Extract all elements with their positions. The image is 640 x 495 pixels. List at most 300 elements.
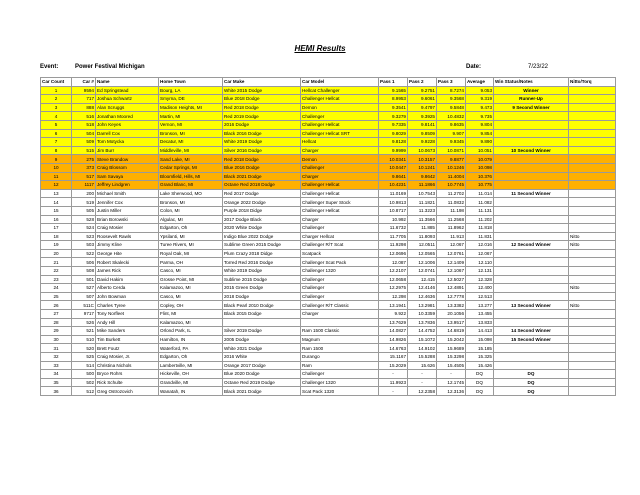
cell-car-count: 23	[41, 275, 72, 284]
cell-car-model: Scatpack	[301, 249, 379, 258]
cell-car-number: 528	[72, 215, 96, 224]
col-header-name[interactable]: Name	[96, 78, 159, 87]
cell-average: 14.413	[466, 327, 494, 336]
cell-nitto-torq	[569, 275, 616, 284]
cell-car-number: 518	[72, 120, 96, 129]
cell-home-town: Hickeville, OH	[159, 370, 223, 379]
cell-win-status	[494, 353, 569, 362]
cell-car-count: 20	[41, 249, 72, 258]
table-row[interactable]	[41, 198, 616, 207]
cell-win-status	[494, 275, 569, 284]
cell-car-make: Black 2021 Dodge	[223, 172, 301, 181]
table-row[interactable]	[41, 172, 616, 181]
cell-car-model: Challenger Hellcat	[301, 120, 379, 129]
cell-car-count: 2	[41, 95, 72, 104]
cell-car-number: 1117	[72, 181, 96, 190]
cell-pass-1: 15.2029	[379, 361, 408, 370]
cell-pass-3: 15.3298	[437, 353, 466, 362]
cell-pass-1: -	[379, 370, 408, 379]
col-header-car-make[interactable]: Car Make	[223, 78, 301, 87]
table-row[interactable]	[41, 275, 616, 284]
cell-driver-name: Jimmy Kline	[96, 241, 159, 250]
cell-car-count: 35	[41, 378, 72, 387]
cell-pass-3: 15.2042	[437, 335, 466, 344]
cell-win-status	[494, 172, 569, 181]
cell-home-town: Cedar Springs, MI	[159, 163, 223, 172]
cell-average: 15.426	[466, 361, 494, 370]
cell-driver-name: David Hakim	[96, 275, 159, 284]
table-row[interactable]	[41, 370, 616, 379]
cell-average: 12.110	[466, 258, 494, 267]
table-row[interactable]	[41, 86, 616, 95]
cell-car-make	[223, 318, 301, 327]
cell-car-model: Charger	[301, 215, 379, 224]
cell-average: 11.831	[466, 232, 494, 241]
cell-average: 15.185	[466, 344, 494, 353]
cell-average: 10.775	[466, 181, 494, 190]
cell-car-make: 2017 Dodge Black	[223, 215, 301, 224]
col-header-pass-1[interactable]: Pass 1	[379, 78, 408, 87]
cell-win-status: 14 Second Winner	[494, 327, 569, 336]
cell-pass-3: 12.0761	[437, 249, 466, 258]
cell-pass-1: 9.8128	[379, 138, 408, 147]
cell-pass-1: 12.298	[379, 292, 408, 301]
cell-home-town: Grandville, MI	[159, 378, 223, 387]
table-row[interactable]	[41, 129, 616, 138]
table-row[interactable]	[41, 327, 616, 336]
cell-driver-name: Greg Ostrozovich	[96, 387, 159, 396]
cell-average: 11.082	[466, 198, 494, 207]
table-row[interactable]	[41, 146, 616, 155]
cell-car-number: 9594	[72, 86, 96, 95]
cell-car-count: 14	[41, 198, 72, 207]
cell-car-number: 504	[72, 129, 96, 138]
cell-pass-3: 11.198	[437, 206, 466, 215]
results-table	[40, 77, 616, 396]
cell-average: 9.854	[466, 129, 494, 138]
cell-win-status	[494, 198, 569, 207]
cell-average: 9.473	[466, 103, 494, 112]
table-row[interactable]	[41, 267, 616, 276]
col-header-car-count[interactable]: Car Count	[41, 78, 72, 87]
cell-pass-1: 9.7335	[379, 120, 408, 129]
cell-home-town: Bronson, MI	[159, 198, 223, 207]
cell-car-make: Silver 2016 Dodge	[223, 146, 301, 155]
cell-car-model: Challenger	[301, 112, 379, 121]
cell-home-town: Grand Blanc, MI	[159, 181, 223, 190]
cell-car-model: Challenger Hellcat	[301, 189, 379, 198]
cell-nitto-torq	[569, 258, 616, 267]
cell-win-status: 15 Second Winner	[494, 335, 569, 344]
table-row[interactable]	[41, 206, 616, 215]
table-row[interactable]	[41, 387, 616, 396]
cell-average: DQ	[466, 387, 494, 396]
cell-driver-name: Brian Borowski	[96, 215, 159, 224]
cell-home-town: Madison Heights, MI	[159, 103, 223, 112]
cell-driver-name: Alberto Cerda	[96, 284, 159, 293]
cell-car-number: 373	[72, 163, 96, 172]
table-row[interactable]	[41, 103, 616, 112]
cell-win-status: 10 Second Winner	[494, 146, 569, 155]
cell-pass-2: 11.3566	[408, 215, 437, 224]
cell-car-make: Orange 2022 Dodge	[223, 198, 301, 207]
cell-driver-name: George Hite	[96, 249, 159, 258]
table-row[interactable]	[41, 249, 616, 258]
table-row[interactable]	[41, 181, 616, 190]
cell-car-model: Ram 1500 Classic	[301, 327, 379, 336]
table-row[interactable]	[41, 138, 616, 147]
table-row[interactable]	[41, 344, 616, 353]
cell-home-town: Bourg, LA	[159, 86, 223, 95]
cell-pass-2: 10.0673	[408, 146, 437, 155]
table-row[interactable]	[41, 353, 616, 362]
table-row[interactable]	[41, 95, 616, 104]
cell-car-make: 2005 Dodge	[223, 335, 301, 344]
cell-pass-2: 11.885	[408, 224, 437, 233]
col-header-pass-3[interactable]: Pass 3	[437, 78, 466, 87]
cell-pass-2: 10.1241	[408, 163, 437, 172]
cell-pass-1: 14.0827	[379, 327, 408, 336]
col-header-car-model[interactable]: Car Model	[301, 78, 379, 87]
cell-nitto-torq	[569, 198, 616, 207]
cell-car-make: 2016 White	[223, 353, 301, 362]
cell-win-status: 9 Second Winner	[494, 103, 569, 112]
cell-home-town: Sand Lake, MI	[159, 155, 223, 164]
cell-car-model: Charger	[301, 172, 379, 181]
date-value: 7/23/22	[528, 64, 549, 70]
cell-nitto-torq	[569, 353, 616, 362]
cell-car-number: 512	[72, 387, 96, 396]
cell-car-model: Ram	[301, 361, 379, 370]
cell-car-count: 25	[41, 292, 72, 301]
cell-pass-1: 9.3279	[379, 112, 408, 121]
cell-pass-1: 13.1941	[379, 301, 408, 310]
cell-win-status: DQ	[494, 370, 569, 379]
cell-average: 9.319	[466, 95, 494, 104]
cell-pass-3: 11.913	[437, 232, 466, 241]
cell-car-model: Challenger R/T Classic	[301, 301, 379, 310]
cell-car-number: 526	[72, 318, 96, 327]
cell-average: 9.804	[466, 120, 494, 129]
cell-car-make: 2018 Dodge	[223, 292, 301, 301]
cell-nitto-torq	[569, 370, 616, 379]
cell-win-status	[494, 206, 569, 215]
cell-nitto-torq	[569, 129, 616, 138]
cell-car-make: Red 2018 Dodge	[223, 103, 301, 112]
cell-average: 13.455	[466, 310, 494, 319]
cell-car-count: 22	[41, 267, 72, 276]
cell-average: 10.376	[466, 172, 494, 181]
cell-win-status: 11 Second Winner	[494, 189, 569, 198]
cell-car-count: 5	[41, 120, 72, 129]
cell-driver-name: Michael Smith	[96, 189, 159, 198]
cell-pass-2: 9.3925	[408, 112, 437, 121]
cell-nitto-torq	[569, 189, 616, 198]
cell-nitto-torq	[569, 120, 616, 129]
table-row[interactable]	[41, 189, 616, 198]
col-header-nitto-torq[interactable]: Nitto/Torq	[569, 78, 616, 87]
table-row[interactable]	[41, 335, 616, 344]
cell-car-make: Black 2016 Dodge	[223, 129, 301, 138]
cell-driver-name: Craig Blossom	[96, 163, 159, 172]
cell-nitto-torq: Nitto	[569, 284, 616, 293]
cell-nitto-torq	[569, 146, 616, 155]
cell-pass-1: 11.6732	[379, 224, 408, 233]
cell-car-count: 36	[41, 387, 72, 396]
cell-pass-1: 10.8717	[379, 206, 408, 215]
cell-driver-name: Roosevelt Rawls	[96, 232, 159, 241]
cell-car-count: 10	[41, 163, 72, 172]
cell-driver-name: Joshua Schwartz	[96, 95, 159, 104]
cell-car-number: 717	[72, 95, 96, 104]
cell-car-make: White 2015 Dodge	[223, 86, 301, 95]
cell-pass-3: 9.9345	[437, 138, 466, 147]
cell-win-status	[494, 129, 569, 138]
cell-win-status	[494, 318, 569, 327]
cell-nitto-torq	[569, 112, 616, 121]
cell-average: 10.051	[466, 146, 494, 155]
cell-car-make: Silver 2019 Dodge	[223, 327, 301, 336]
table-row[interactable]	[41, 310, 616, 319]
cell-win-status: Winner	[494, 86, 569, 95]
cell-car-number: 508	[72, 267, 96, 276]
cell-car-make: Blue 2016 Dodge	[223, 163, 301, 172]
cell-car-make: Orange 2017 Dodge	[223, 361, 301, 370]
cell-car-number: 275	[72, 155, 96, 164]
cell-car-make: Purple 2018 Didge	[223, 206, 301, 215]
cell-pass-3: 11.2568	[437, 215, 466, 224]
cell-pass-2: 9.8642	[408, 172, 437, 181]
cell-car-model: Challenger	[301, 284, 379, 293]
cell-car-make: Blue 2018 Dodge	[223, 95, 301, 104]
cell-average: 11.818	[466, 224, 494, 233]
cell-pass-1: 10.4231	[379, 181, 408, 190]
cell-car-count: 27	[41, 310, 72, 319]
cell-average: 10.079	[466, 155, 494, 164]
cell-home-town: Casco, MI	[159, 267, 223, 276]
table-row[interactable]	[41, 163, 616, 172]
cell-car-model: Challenger Super Stock	[301, 198, 379, 207]
cell-car-count: 26	[41, 301, 72, 310]
table-row[interactable]	[41, 155, 616, 164]
cell-driver-name: Robert Skalecki	[96, 258, 159, 267]
cell-average: 9.890	[466, 138, 494, 147]
cell-win-status	[494, 258, 569, 267]
cell-average: 11.131	[466, 206, 494, 215]
table-row[interactable]	[41, 224, 616, 233]
cell-driver-name: Darrell Cox	[96, 129, 159, 138]
table-row[interactable]	[41, 241, 616, 250]
cell-pass-1: 10.0447	[379, 163, 408, 172]
cell-car-count: 9	[41, 155, 72, 164]
cell-average: 13.277	[466, 301, 494, 310]
cell-pass-3: 10.1246	[437, 163, 466, 172]
cell-home-town: Algulac, MI	[159, 215, 223, 224]
cell-driver-name: John Bowman	[96, 292, 159, 301]
cell-average: DQ	[466, 370, 494, 379]
cell-car-count: 6	[41, 129, 72, 138]
cell-car-make: Red 2018 Dodge	[223, 155, 301, 164]
cell-nitto-torq	[569, 318, 616, 327]
cell-pass-2: 12.4146	[408, 284, 437, 293]
cell-driver-name: Justin Miller	[96, 206, 159, 215]
cell-pass-3: 12.1067	[437, 267, 466, 276]
cell-pass-3: 12.5027	[437, 275, 466, 284]
cell-pass-3: 8.7274	[437, 86, 466, 95]
cell-win-status	[494, 163, 569, 172]
cell-car-number: 523	[72, 232, 96, 241]
cell-car-count: 16	[41, 215, 72, 224]
cell-car-number: 527	[72, 284, 96, 293]
cell-win-status: DQ	[494, 387, 569, 396]
cell-home-town: Waterford, PA	[159, 344, 223, 353]
cell-pass-3: 11.2702	[437, 189, 466, 198]
cell-win-status	[494, 267, 569, 276]
cell-pass-2: 11.1821	[408, 198, 437, 207]
cell-nitto-torq	[569, 206, 616, 215]
cell-pass-1: 11.0169	[379, 189, 408, 198]
cell-home-town: Flint, MI	[159, 310, 223, 319]
cell-pass-2: 9.6061	[408, 95, 437, 104]
cell-driver-name: Jonathan Moored	[96, 112, 159, 121]
col-header-pass-2[interactable]: Pass 2	[408, 78, 437, 87]
table-row[interactable]	[41, 112, 616, 121]
cell-pass-1: 12.2975	[379, 284, 408, 293]
cell-pass-3: 10.7745	[437, 181, 466, 190]
col-header-car-number[interactable]: Car #	[72, 78, 96, 87]
cell-pass-3: 11.8962	[437, 224, 466, 233]
cell-home-town: Copley, OH	[159, 301, 223, 310]
cell-car-model: Challenger	[301, 370, 379, 379]
cell-car-number: 506	[72, 258, 96, 267]
table-row[interactable]	[41, 318, 616, 327]
cell-driver-name: Rick Schulte	[96, 378, 159, 387]
cell-driver-name: Craig Mosier, Jr.	[96, 353, 159, 362]
cell-pass-3: 12.1409	[437, 258, 466, 267]
cell-car-make: Octane Red 2019 Dodge	[223, 378, 301, 387]
cell-win-status	[494, 224, 569, 233]
cell-pass-2: 13.7836	[408, 318, 437, 327]
cell-home-town: Bronson, MI	[159, 129, 223, 138]
table-row[interactable]	[41, 301, 616, 310]
table-row[interactable]	[41, 361, 616, 370]
table-row[interactable]	[41, 120, 616, 129]
cell-car-number: 511C	[72, 301, 96, 310]
cell-nitto-torq	[569, 224, 616, 233]
cell-car-count: 34	[41, 370, 72, 379]
cell-driver-name: Christina Nichols	[96, 361, 159, 370]
table-row[interactable]	[41, 378, 616, 387]
cell-driver-name: Bryce Rohrs	[96, 370, 159, 379]
cell-car-number: 522	[72, 249, 96, 258]
cell-car-model: Durango	[301, 353, 379, 362]
col-header-home-town[interactable]: Home Town	[159, 78, 223, 87]
cell-nitto-torq	[569, 344, 616, 353]
cell-car-make: Torred Red 2016 Dodge	[223, 258, 301, 267]
table-row[interactable]	[41, 215, 616, 224]
cell-driver-name: Charles Tyree	[96, 301, 159, 310]
cell-car-number: 502	[72, 378, 96, 387]
cell-home-town: Lambertville, MI	[159, 361, 223, 370]
cell-car-model: Challenger 1320	[301, 267, 379, 276]
cell-average: 11.202	[466, 215, 494, 224]
cell-pass-2: 9.9228	[408, 138, 437, 147]
cell-car-model: Challenger R/T Scat	[301, 241, 379, 250]
cell-home-town: Wanatah, IN	[159, 387, 223, 396]
cell-average: 9.053	[466, 86, 494, 95]
cell-pass-3: 9.907	[437, 129, 466, 138]
event-name: Power Festival Michigan	[75, 64, 145, 70]
cell-car-make: Black Pearl 2010 Dodge	[223, 301, 301, 310]
cell-pass-2: -	[408, 378, 437, 387]
cell-home-town: Casco, MI	[159, 292, 223, 301]
cell-nitto-torq	[569, 378, 616, 387]
cell-pass-3: 20.1056	[437, 310, 466, 319]
cell-car-make: White 2019 Dodge	[223, 138, 301, 147]
cell-car-make: 2016 Dodge	[223, 120, 301, 129]
cell-nitto-torq	[569, 215, 616, 224]
cell-pass-3: -	[437, 370, 466, 379]
cell-pass-2: 10.3157	[408, 155, 437, 164]
cell-car-model: Challenger	[301, 163, 379, 172]
cell-nitto-torq	[569, 95, 616, 104]
cell-car-count: 32	[41, 353, 72, 362]
cell-car-number: 517	[72, 172, 96, 181]
cell-pass-3: 10.0871	[437, 146, 466, 155]
cell-pass-3: 11.0832	[437, 198, 466, 207]
col-header-average[interactable]: Average	[466, 78, 494, 87]
cell-win-status	[494, 155, 569, 164]
cell-car-model: Charger	[301, 310, 379, 319]
cell-pass-3: 9.8877	[437, 155, 466, 164]
cell-car-count: 1	[41, 86, 72, 95]
cell-win-status	[494, 361, 569, 370]
table-row[interactable]	[41, 284, 616, 293]
cell-pass-2: 12.415	[408, 275, 437, 284]
table-row[interactable]	[41, 258, 616, 267]
cell-win-status: 13 Second Winner	[494, 301, 569, 310]
cell-car-count: 29	[41, 327, 72, 336]
cell-car-count: 28	[41, 318, 72, 327]
cell-home-town: Hamilton, IN	[159, 335, 223, 344]
cell-car-number: 503	[72, 241, 96, 250]
cell-home-town: Royal Oak, MI	[159, 249, 223, 258]
cell-driver-name: Jim Burr	[96, 146, 159, 155]
cell-car-make: Sublime Green 2015 Dodge	[223, 241, 301, 250]
cell-car-model: Challenger Hellcat SRT	[301, 129, 379, 138]
cell-pass-2: 14.4752	[408, 327, 437, 336]
table-row[interactable]	[41, 232, 616, 241]
cell-pass-2: 11.8093	[408, 232, 437, 241]
col-header-win-status[interactable]: Win Status/Notes	[494, 78, 569, 87]
cell-car-count: 31	[41, 344, 72, 353]
cell-average: 15.325	[466, 353, 494, 362]
cell-pass-1: 10.9813	[379, 198, 408, 207]
results-body	[41, 86, 616, 395]
cell-driver-name: Steve Brandow	[96, 155, 159, 164]
cell-car-number: 524	[72, 224, 96, 233]
cell-pass-3: 12.1745	[437, 378, 466, 387]
cell-pass-3: 9.3568	[437, 95, 466, 104]
table-row[interactable]	[41, 292, 616, 301]
cell-win-status	[494, 181, 569, 190]
cell-pass-3: 14.6819	[437, 327, 466, 336]
cell-car-count: 17	[41, 224, 72, 233]
cell-win-status: Runner-Up	[494, 95, 569, 104]
cell-car-make: Red 2019 Dodge	[223, 112, 301, 121]
cell-pass-1: 9.1565	[379, 86, 408, 95]
cell-home-town: Turee Rivers, MI	[159, 241, 223, 250]
